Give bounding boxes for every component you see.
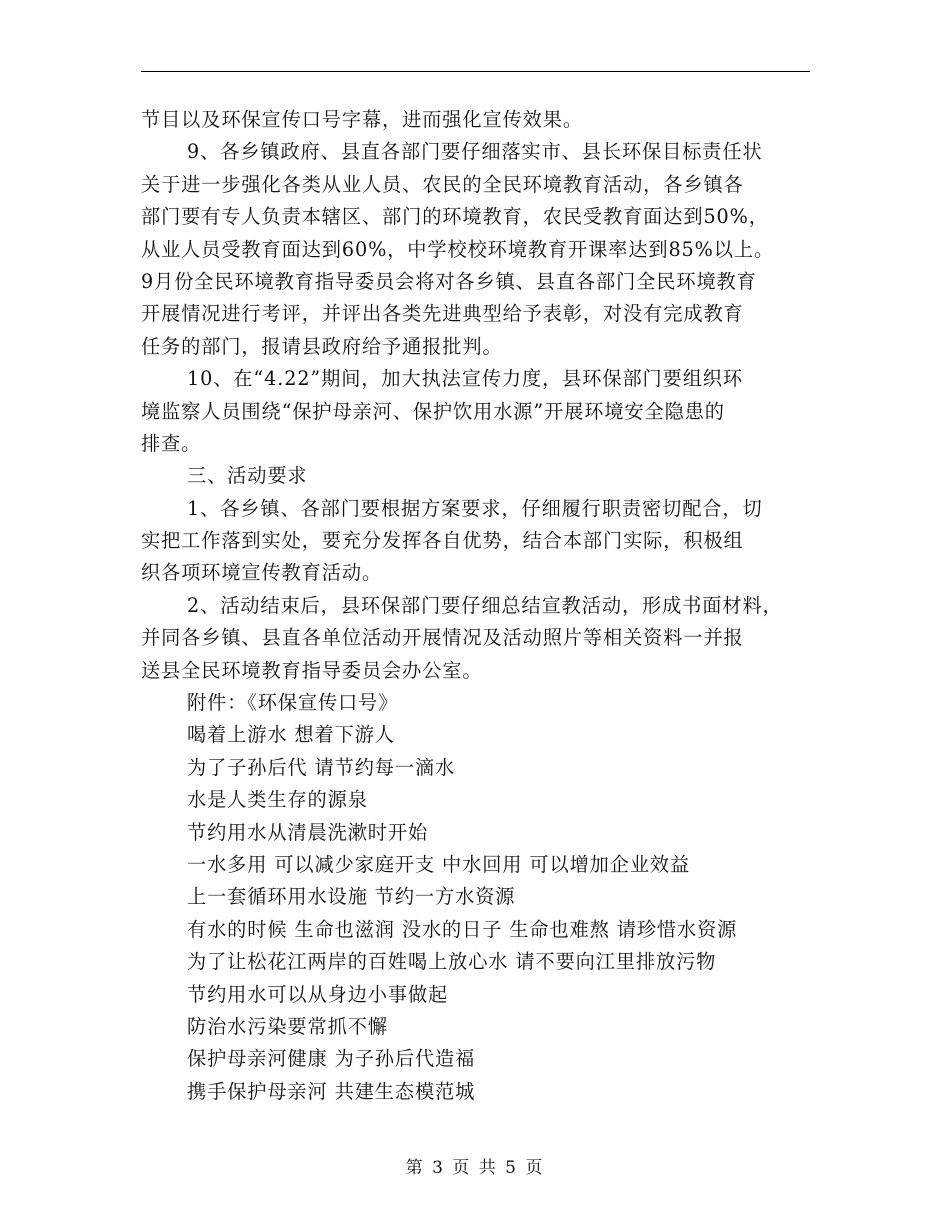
text-line: 节目以及环保宣传口号字幕，进而强化宣传效果。 — [141, 108, 583, 131]
text-line: 关于进一步强化各类从业人员、农民的全民环境教育活动，各乡镇各 — [141, 172, 744, 196]
text-line: 三、活动要求 — [187, 464, 308, 488]
text-line: 节约用水从清晨洗漱时开始 — [187, 820, 429, 844]
text-line: 1、各乡镇、各部门要根据方案要求，仔细履行职责密切配合，切 — [187, 496, 763, 520]
text-line: 2、活动结束后，县环保部门要仔细总结宣教活动，形成书面材料， — [187, 593, 783, 617]
text-line: 10、在“4.22”期间，加大执法宣传力度，县环保部门要组织环 — [187, 367, 743, 391]
text-line: 保护母亲河健康 为子孙后代造福 — [187, 1047, 476, 1071]
text-line: 部门要有专人负责本辖区、部门的环境教育，农民受教育面达到50%， — [141, 205, 769, 229]
text-line: 送县全民环境教育指导委员会办公室。 — [141, 658, 483, 682]
text-line: 携手保护母亲河 共建生态模范城 — [187, 1079, 476, 1103]
text-line: 为了子孙后代 请节约每一滴水 — [187, 755, 456, 779]
text-line: 境监察人员围绕“保护母亲河、保护饮用水源”开展环境安全隐患的 — [141, 399, 725, 423]
text-line: 从业人员受教育面达到60%，中学校校环境教育开课率达到85%以上。 — [141, 237, 775, 261]
text-line: 排查。 — [141, 431, 202, 455]
text-line: 节约用水可以从身边小事做起 — [187, 982, 449, 1006]
text-line: 有水的时候 生命也滋润 没水的日子 生命也难熬 请珍惜水资源 — [187, 917, 738, 941]
text-line: 上一套循环用水设施 节约一方水资源 — [187, 885, 516, 909]
text-line: 9月份全民环境教育指导委员会将对各乡镇、县直各部门全民环境教育 — [141, 269, 757, 293]
text-line: 为了让松花江两岸的百姓喝上放心水 请不要向江里排放污物 — [187, 950, 717, 974]
text-line: 实把工作落到实处，要充分发挥各自优势，结合本部门实际，积极组 — [141, 529, 744, 553]
header-rule — [141, 71, 810, 72]
text-line: 织各项环境宣传教育活动。 — [141, 561, 383, 585]
text-line: 并同各乡镇、县直各单位活动开展情况及活动照片等相关资料一并报 — [141, 626, 744, 650]
text-line: 一水多用 可以减少家庭开支 中水回用 可以增加企业效益 — [187, 852, 691, 876]
text-line: 任务的部门，报请县政府给予通报批判。 — [141, 334, 503, 358]
text-line: 9、各乡镇政府、县直各部门要仔细落实市、县长环保目标责任状 — [187, 140, 763, 164]
document-body — [141, 104, 821, 1108]
text-line: 附件：《环保宣传口号》 — [187, 691, 399, 715]
text-line: 水是人类生存的源泉 — [187, 788, 368, 812]
text-line: 防治水污染要常抓不懈 — [187, 1014, 388, 1038]
text-line: 喝着上游水 想着下游人 — [187, 723, 395, 747]
page-footer: 第 3 页 共 5 页 — [405, 1158, 545, 1178]
text-line: 开展情况进行考评，并评出各类先进典型给予表彰，对没有完成教育 — [141, 302, 744, 326]
